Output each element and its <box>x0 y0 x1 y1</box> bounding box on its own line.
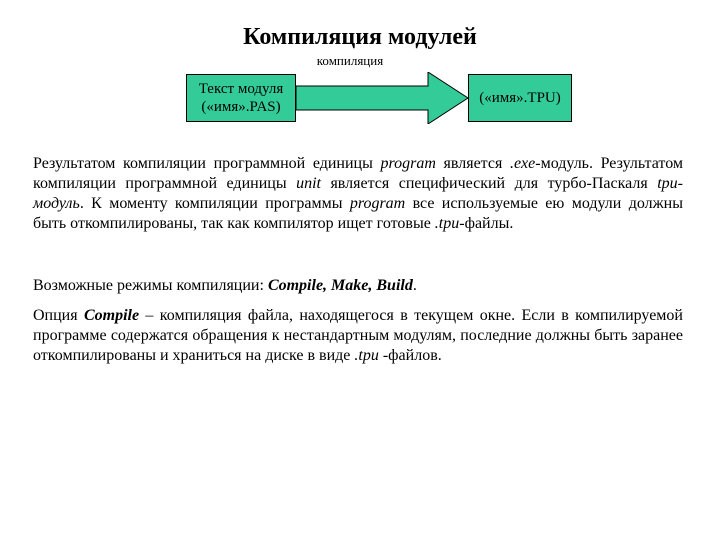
text-span: . <box>412 277 417 294</box>
keyword-tpu-module: tpu-модуль <box>33 175 683 212</box>
target-file-box <box>468 74 572 122</box>
text-span: Возможные режимы компиляции: <box>33 277 268 294</box>
keyword-tpu: .tpu <box>354 347 379 364</box>
keyword-exe: .exe <box>509 155 536 172</box>
source-box-line2: («имя».PAS) <box>201 99 281 115</box>
source-file-box <box>186 74 296 122</box>
keyword-program: program <box>380 155 436 172</box>
text-span: Опция <box>33 307 84 324</box>
text-span: является специфический для турбо-Паскаля <box>320 175 658 192</box>
text-span: -файлов. <box>378 347 442 364</box>
keyword-tpu: .tpu <box>434 215 460 232</box>
source-box-line1: Текст модуля <box>198 81 284 97</box>
text-span: все используемые ею модули должны быть откомпилированы, так как компилятор ищет готовые <box>33 195 683 232</box>
text-span: -файлы. <box>459 215 514 232</box>
keyword-compile: Compile <box>83 307 140 324</box>
text-span: . К моменту компиляции программы <box>79 195 350 212</box>
text-span: является <box>435 155 510 172</box>
text-span: -модуль. Результатом компиляции программной единицы <box>33 155 684 192</box>
keyword-program: program <box>349 195 406 212</box>
compilation-arrow-icon <box>296 72 470 124</box>
text-span: – компиляция файла, находящегося в текущем окне. Если в компилируемой программе содержатся обращения к нестандартным модулям, последние должны быть заранее откомпилированы и храниться на диске в виде <box>33 307 683 364</box>
text-span: Результатом компиляции программной единицы <box>33 155 381 172</box>
paragraph-compile-option <box>33 306 683 366</box>
compile-modes-list: Compile, Make, Build <box>267 277 413 294</box>
arrow-label: компиляция <box>316 53 384 68</box>
keyword-unit: unit <box>296 175 321 192</box>
paragraph-compile-modes <box>33 276 683 296</box>
page-title: Компиляция модулей <box>243 24 477 50</box>
target-box-label: («имя».TPU) <box>479 90 561 106</box>
paragraph-compilation-result <box>33 154 683 234</box>
